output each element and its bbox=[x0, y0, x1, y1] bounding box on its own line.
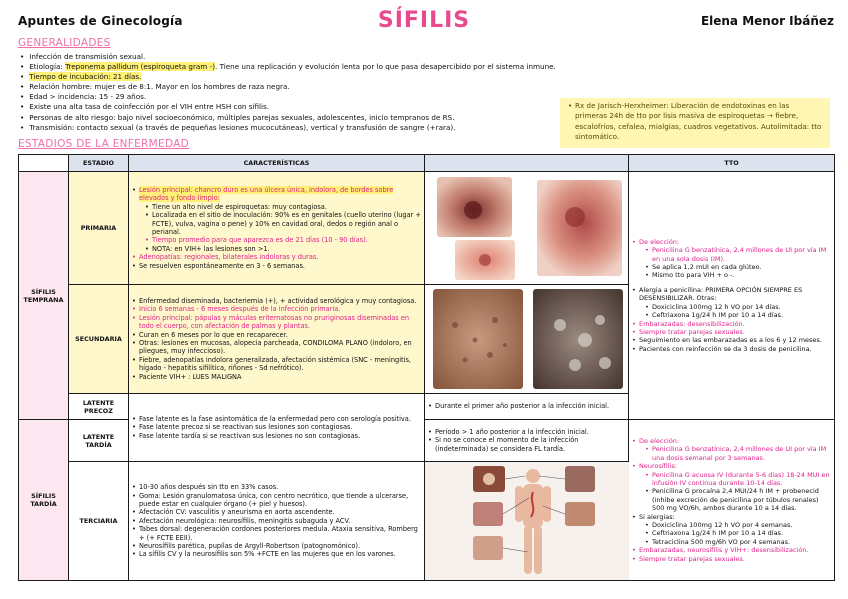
secundaria-photos bbox=[425, 285, 629, 394]
stage-latente-precoz: LATENTE PRECOZ bbox=[69, 394, 129, 420]
list-item: • La sífilis CV y la neurosífilis son 5% +FCTE en las mujeres que en los varones. bbox=[132, 550, 421, 558]
palmar-rash-photo bbox=[433, 289, 523, 389]
tertiary-syphilis-illustration bbox=[425, 462, 629, 580]
list-item: • Siempre tratar parejas sexuales. bbox=[632, 328, 831, 336]
list-item: • NOTA: en VIH+ las lesiones son >1. bbox=[145, 245, 421, 253]
terciaria-photos bbox=[425, 462, 629, 581]
list-item: • Tetraciclina 500 mg/6h VO por 4 semanas. bbox=[645, 538, 831, 546]
list-item: • Fase latente tardía si se reactivan sus lesiones no son contagiosas. bbox=[132, 432, 421, 440]
list-item: • Lesión principal: chancro duro es una úlcera única, indolora, de bordes sobre elevados y fondo limpio: • Tiene un alto nivel de espiroquetas: muy contagiosa. • Localizada en el sitio de inoculación: 90% es en genitales (cuello uterino (lugar + FCTE), vulva, vagina o pene) y 10% en cavidad oral, dedos o región anal o perianal. • Tiempo promedio para que aparezca es de 21 días (10 - 90 días). • NOTA: en VIH+ las lesiones son >1. bbox=[132, 186, 421, 253]
list-item: • Infección de transmisión sexual. bbox=[20, 52, 580, 62]
list-item: • Pacientes con reinfección se da 3 dosis de penicilina. bbox=[632, 345, 831, 353]
list-item: • Penicilina G benzatínica, 2,4 millones de UI por vía IM en una sola dosis (IM). bbox=[645, 246, 831, 263]
list-item: • Durante el primer año posterior a la infección inicial. bbox=[428, 402, 625, 410]
latente-precoz-definition bbox=[425, 394, 629, 420]
secundaria-characteristics bbox=[129, 285, 425, 394]
stage-terciaria: TERCIARIA bbox=[69, 462, 129, 581]
list-item: • Penicilina G procaína 2,4 MUI/24 h IM + probenecid (inhibe excreción de penicilina por túbulos renales) 500 mg VO/6h, ambos durante 10 a 14 días. bbox=[645, 487, 831, 512]
list-item: • Neurosífilis: • Penicilina G acuosa IV (durante 5-6 días) 18-24 MUI en infusión IV continua durante 10-14 días. • Penicilina G procaína 2,4 MUI/24 h IM + probenecid (inhibe excreción de penicilina por túbulos renales) 500 mg VO/6h, ambos durante 10 a 14 días. bbox=[632, 462, 831, 512]
terciaria-characteristics bbox=[129, 462, 425, 581]
list-item: • 10-30 años después sin tto en 33% casos. bbox=[132, 483, 421, 491]
group-sifilis-temprana: SÍFILIS TEMPRANA bbox=[19, 172, 69, 420]
header-caracteristicas: CARACTERÍSTICAS bbox=[129, 155, 425, 172]
rash-photos bbox=[425, 285, 629, 393]
generalidades-list bbox=[20, 52, 580, 133]
list-item: • Ceftriaxona 1g/24 h IM por 10 a 14 días. bbox=[645, 529, 831, 537]
list-item: • Se resuelven espontáneamente en 3 - 6 semanas. bbox=[132, 262, 421, 270]
list-item: • Embarazadas, neurosífilis y VIH+: desensibilización. bbox=[632, 546, 831, 554]
list-item: • Etiología: Treponema pallidum (espiroqueta gram -). Tiene una replicación y evolución lenta por lo que pasa desapercibido por el sistema inmune. bbox=[20, 62, 580, 72]
list-item: • Fase latente es la fase asintomática de la enfermedad pero con serología positiva. bbox=[132, 415, 421, 423]
list-item: • De elección: • Penicilina G benzatínica, 2,4 millones de UI por vía IM en una sola dosis (IM). • Se aplica 1,2 mUI en cada glúteo. • Mismo tto para VIH + o -. bbox=[632, 238, 831, 280]
list-item: • Transmisión: contacto sexual (a través de pequeñas lesiones mucocutáneas), vertical y transfusión de sangre (+rara). bbox=[20, 123, 580, 133]
list-item: • Doxiciclina 100mg 12 h VO por 4 semanas. bbox=[645, 521, 831, 529]
list-item: • Fase latente precoz si se reactivan sus lesiones son contagiosas. bbox=[132, 423, 421, 431]
list-item: • Penicilina G acuosa IV (durante 5-6 días) 18-24 MUI en infusión IV continua durante 10-14 días. bbox=[645, 471, 831, 488]
list-item: • De elección: • Penicilina G benzatínica, 2,4 millones de UI por vía IM una dosis semanal por 3 semanas. bbox=[632, 437, 831, 462]
header-images bbox=[425, 155, 629, 172]
group-sifilis-tardia: SÍFILIS TARDÍA bbox=[19, 420, 69, 581]
list-item: • Tiene un alto nivel de espiroquetas: muy contagiosa. bbox=[145, 203, 421, 211]
author-name: Elena Menor Ibáñez bbox=[700, 14, 834, 28]
list-item: • Periodo > 1 año posterior a la infección inicial. bbox=[428, 428, 625, 436]
list-item: • Si alergias: • Doxiciclina 100mg 12 h VO por 4 semanas. • Ceftriaxona 1g/24 h IM por 10 a 14 días. • Tetraciclina 500 mg/6h VO por 4 semanas. bbox=[632, 513, 831, 547]
table-header-row bbox=[19, 155, 835, 172]
page-title: SÍFILIS bbox=[377, 8, 471, 33]
list-item: • Personas de alto riesgo: bajo nivel socioeconómico, múltiples parejas sexuales, adolescentes, inicio tempranos de RS. bbox=[20, 113, 580, 123]
primaria-photos bbox=[425, 172, 629, 285]
skin-gumma-photo bbox=[565, 502, 595, 526]
list-item: • Paciente VIH+ : LUES MALIGNA bbox=[132, 373, 421, 381]
list-item: • Relación hombre: mujer es de 8:1. Mayor en los hombres de raza negra. bbox=[20, 82, 580, 92]
header-tto: TTO bbox=[629, 155, 835, 172]
list-item: • Curan en 6 meses por lo que en recaparecer. bbox=[132, 331, 421, 339]
estadios-heading: ESTADIOS DE LA ENFERMEDAD bbox=[18, 138, 190, 150]
list-item: • Se aplica 1,2 mUI en cada glúteo. bbox=[645, 263, 831, 271]
list-item: • Localizada en el sitio de inoculación: 90% es en genitales (cuello uterino (lugar + FCTE), vulva, vagina o pene) y 10% en cavidad oral, dedos o región anal o perianal. bbox=[145, 211, 421, 236]
list-item: • Lesión principal: pápulas y máculas eritematosas no pruriginosas diseminadas en todo el cuerpo, con afectación de palmas y plantas. bbox=[132, 314, 421, 331]
stages-table bbox=[18, 154, 835, 581]
condyloma-lata-photo bbox=[533, 289, 623, 389]
list-item: • Doxiciclina 100mg 12 h VO por 14 días. bbox=[645, 303, 831, 311]
list-item: • Tabes dorsal: degeneración cordones posteriores medula. Ataxia sensitiva, Romberg + (+ FCTE EEII). bbox=[132, 525, 421, 542]
list-item: • Enfermedad diseminada, bacteriemia (+), + actividad serológica y muy contagiosa. bbox=[132, 297, 421, 305]
stage-secundaria: SECUNDARIA bbox=[69, 285, 129, 394]
palate-perforation-photo bbox=[565, 466, 595, 492]
chancre-photos bbox=[425, 172, 629, 284]
list-item: • Adenopatías: regionales, bilaterales indoloras y duras. bbox=[132, 253, 421, 261]
list-item: • Existe una alta tasa de coinfección por el VIH entre HSH con sífilis. bbox=[20, 102, 580, 112]
list-item: • Seguimiento en las embarazadas es a los 6 y 12 meses. bbox=[632, 336, 831, 344]
list-item: • Alergia a penicilina: PRIMERA OPCIÓN SIEMPRE ES DESENSIBILIZAR. Otras: • Doxiciclina 100mg 12 h VO por 14 días. • Ceftriaxona 1g/24 h IM por 10 a 14 días. bbox=[632, 286, 831, 320]
stage-primaria: PRIMARIA bbox=[69, 172, 129, 285]
list-item: • Otras: lesiones en mucosas, alopecia parcheada, CONDILOMA PLANO (indoloro, en pliegues, muy infeccioso). bbox=[132, 339, 421, 356]
list-item: • Siempre tratar parejas sexuales. bbox=[632, 555, 831, 563]
tto-tardia bbox=[629, 420, 835, 581]
list-item: • Ceftriaxona 1g/24 h IM por 10 a 14 días. bbox=[645, 311, 831, 319]
list-item: • Mismo tto para VIH + o -. bbox=[645, 271, 831, 279]
list-item: • Neurosífilis parética, pupilas de Argyll-Robertson (patognomónico). bbox=[132, 542, 421, 550]
table-row bbox=[19, 172, 835, 285]
list-item: • Si no se conoce el momento de la infección (indeterminada) se considera FL tardía. bbox=[428, 436, 625, 453]
tto-temprana bbox=[629, 172, 835, 420]
jarisch-herxheimer-note: • Rx de Jarisch-Herxheimer: Liberación de endotoxinas en las primeras 24h de tto por lisis masiva de espiroquetas → fiebre, escalofríos, cefalea, mialgias, cuadros vegetativos. Autolimitada: tto sintomático. bbox=[560, 98, 830, 148]
chancre-penile-photo bbox=[537, 180, 622, 276]
latente-tardia-definition bbox=[425, 420, 629, 462]
notes-subject: Apuntes de Ginecología bbox=[18, 14, 183, 28]
list-item: • Goma: Lesión granulomatosa única, con centro necrótico, que tiende a ulcerarse, puede estar en cualquier órgano (+ piel y huesos). bbox=[132, 492, 421, 509]
header-estadio: ESTADIO bbox=[69, 155, 129, 172]
bone-lesion-photo bbox=[473, 536, 503, 560]
list-item: • Penicilina G benzatínica, 2,4 millones de UI por vía IM una dosis semanal por 3 semanas. bbox=[645, 445, 831, 462]
stage-latente-tardia: LATENTE TARDÍA bbox=[69, 420, 129, 462]
list-item: • Fiebre, adenopatías indolora generalizada, afectación sistémica (SNC - meningitis, hígado - hepatitis sifilítica, riñones - Sd nefrótico). bbox=[132, 356, 421, 373]
list-item: • Inicio 6 semanas - 6 meses después de la infección primaria. bbox=[132, 305, 421, 313]
list-item: • Afectación neurológica: neurosífilis, meningitis subaguda y ACV. bbox=[132, 517, 421, 525]
aorta-photo bbox=[473, 502, 503, 526]
list-item: • Afectación CV: vasculitis y aneurisma en aorta ascendente. bbox=[132, 508, 421, 516]
list-item: • Tiempo de incubación: 21 días. bbox=[20, 72, 580, 82]
primaria-characteristics bbox=[129, 172, 425, 285]
list-item: • Tiempo promedio para que aparezca es de 21 días (10 - 90 días). bbox=[145, 236, 421, 244]
generalidades-heading: GENERALIDADES bbox=[18, 37, 111, 49]
list-item: • Edad > incidencia: 15 - 29 años. bbox=[20, 92, 580, 102]
list-item: • Embarazadas: desensibilización. bbox=[632, 320, 831, 328]
latente-characteristics bbox=[129, 394, 425, 462]
